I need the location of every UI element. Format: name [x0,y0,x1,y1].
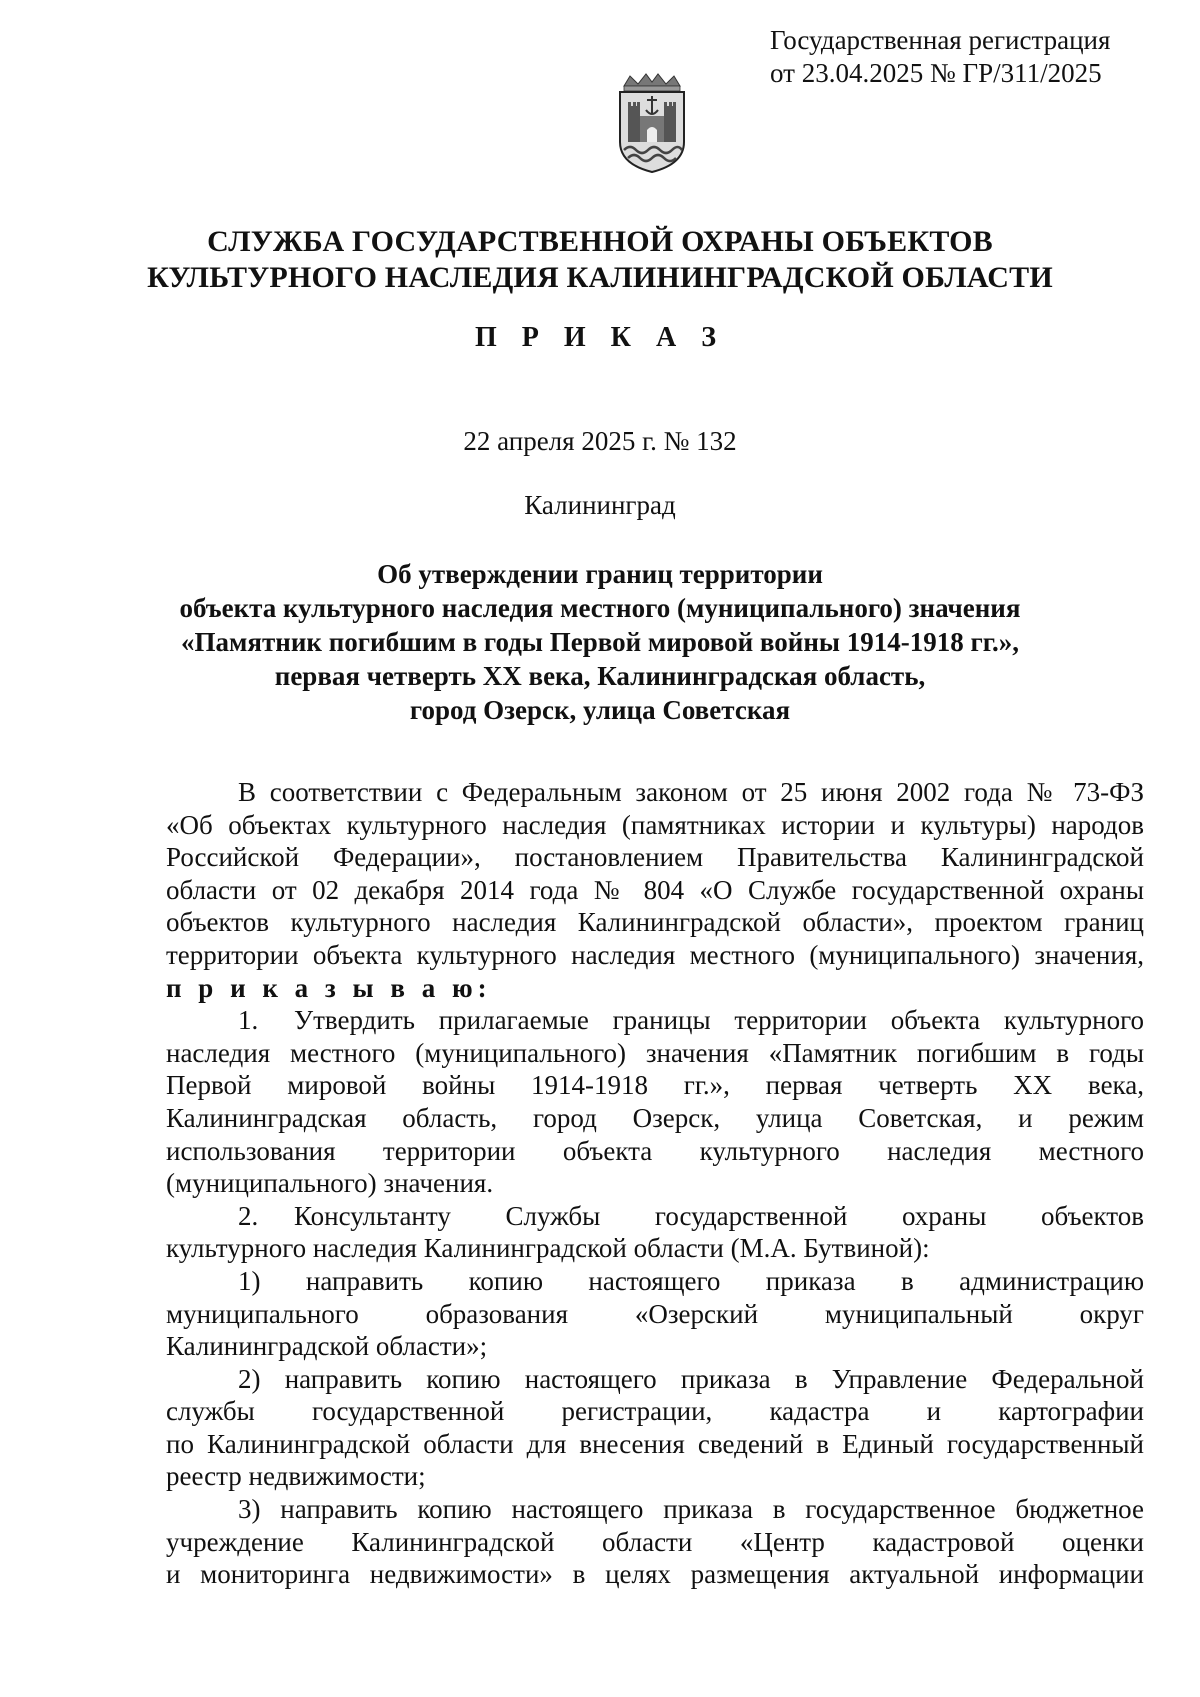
preamble-line: «Об объектах культурного наследия (памятниках истории и культуры) народов [166,809,1144,840]
clause-1-line: Первой мировой войны 1914-1918 гг.», первая четверть XX века, [166,1070,1144,1101]
document-type: П Р И К А З [475,322,725,353]
subclause-3-line: 3) направить копию настоящего приказа в государственное бюджетное [238,1494,1144,1525]
clause-number: 2. [238,1200,259,1231]
order-title-line: первая четверть XX века, Калининградская область, [274,661,926,691]
organization-name-line-1: СЛУЖБА ГОСУДАРСТВЕННОЙ ОХРАНЫ ОБЪЕКТОВ [207,225,993,258]
preamble-line: области от 02 декабря 2014 года № 804 «О Службе государственной охраны [166,874,1144,905]
order-title-line: город Озерск, улица Советская [409,695,791,725]
clause-1-line: (муниципального) значения. [166,1168,494,1199]
clause-text: Консультанту Службы государственной охраны объектов [294,1200,1144,1231]
registration-line-1: Государственная регистрация [770,25,1111,55]
clause-number: 1. [238,1005,259,1036]
organization-name [0,224,1200,296]
subclause-3-line: учреждение Калининградской области «Центр кадастровой оценки [166,1526,1144,1557]
subclause-1-line: муниципального образования «Озерский муниципальный округ [166,1298,1144,1329]
subclause-2-line: реестр недвижимости; [166,1461,426,1492]
order-date-number: 22 апреля 2025 г. № 132 [463,426,737,456]
coat-of-arms-icon [610,72,694,176]
registration-stamp [770,24,1110,90]
clause-1-line: использования территории объекта культурного наследия местного [166,1135,1144,1166]
order-city: Калининград [524,490,676,520]
clause-text: Утвердить прилагаемые границы территории объекта культурного [294,1005,1144,1036]
subclause-2-line: службы государственной регистрации, кадастра и картографии [166,1396,1144,1427]
organization-name-line-2: КУЛЬТУРНОГО НАСЛЕДИЯ КАЛИНИНГРАДСКОЙ ОБЛАСТИ [147,261,1053,294]
clause-1-line: наследия местного (муниципального) значения «Памятник погибшим в годы [166,1037,1144,1068]
subclause-2-line: 2) направить копию настоящего приказа в Управление Федеральной [238,1363,1144,1394]
subclause-1-line: Калининградской области»; [166,1331,488,1362]
clause-2-line [166,1200,1144,1233]
clause-2-line: культурного наследия Калининградской области (М.А. Бутвиной): [166,1233,930,1264]
preamble-line: территории объекта культурного наследия местного (муниципального) значения, [166,939,1144,970]
order-title [0,557,1200,727]
order-title-line: Об утверждении границ территории [377,559,823,589]
clause-1-line: Калининградская область, город Озерск, улица Советская, и режим [166,1102,1144,1133]
preamble-line: Российской Федерации», постановлением Правительства Калининградской [166,842,1144,873]
registration-line-2: от 23.04.2025 № ГР/311/2025 [770,58,1102,88]
order-body [166,776,1144,1591]
subclause-1-line: 1) направить копию настоящего приказа в администрацию [238,1265,1144,1296]
preamble-line: В соответствии с Федеральным законом от 25 июня 2002 года № 73-ФЗ [238,777,1144,807]
subclause-2-line: по Калининградской области для внесения сведений в Единый государственный [166,1428,1144,1459]
order-title-line: объекта культурного наследия местного (муниципального) значения [179,593,1021,623]
order-title-line: «Памятник погибшим в годы Первой мировой войны 1914-1918 гг.», [181,627,1019,657]
clause-1-line [166,1004,1144,1037]
subclause-3-line: и мониторинга недвижимости» в целях размещения актуальной информации [166,1559,1144,1590]
preamble-line: объектов культурного наследия Калининградской области», проектом границ [166,907,1144,938]
order-keyword: п р и к а з ы в а ю: [166,972,492,1003]
